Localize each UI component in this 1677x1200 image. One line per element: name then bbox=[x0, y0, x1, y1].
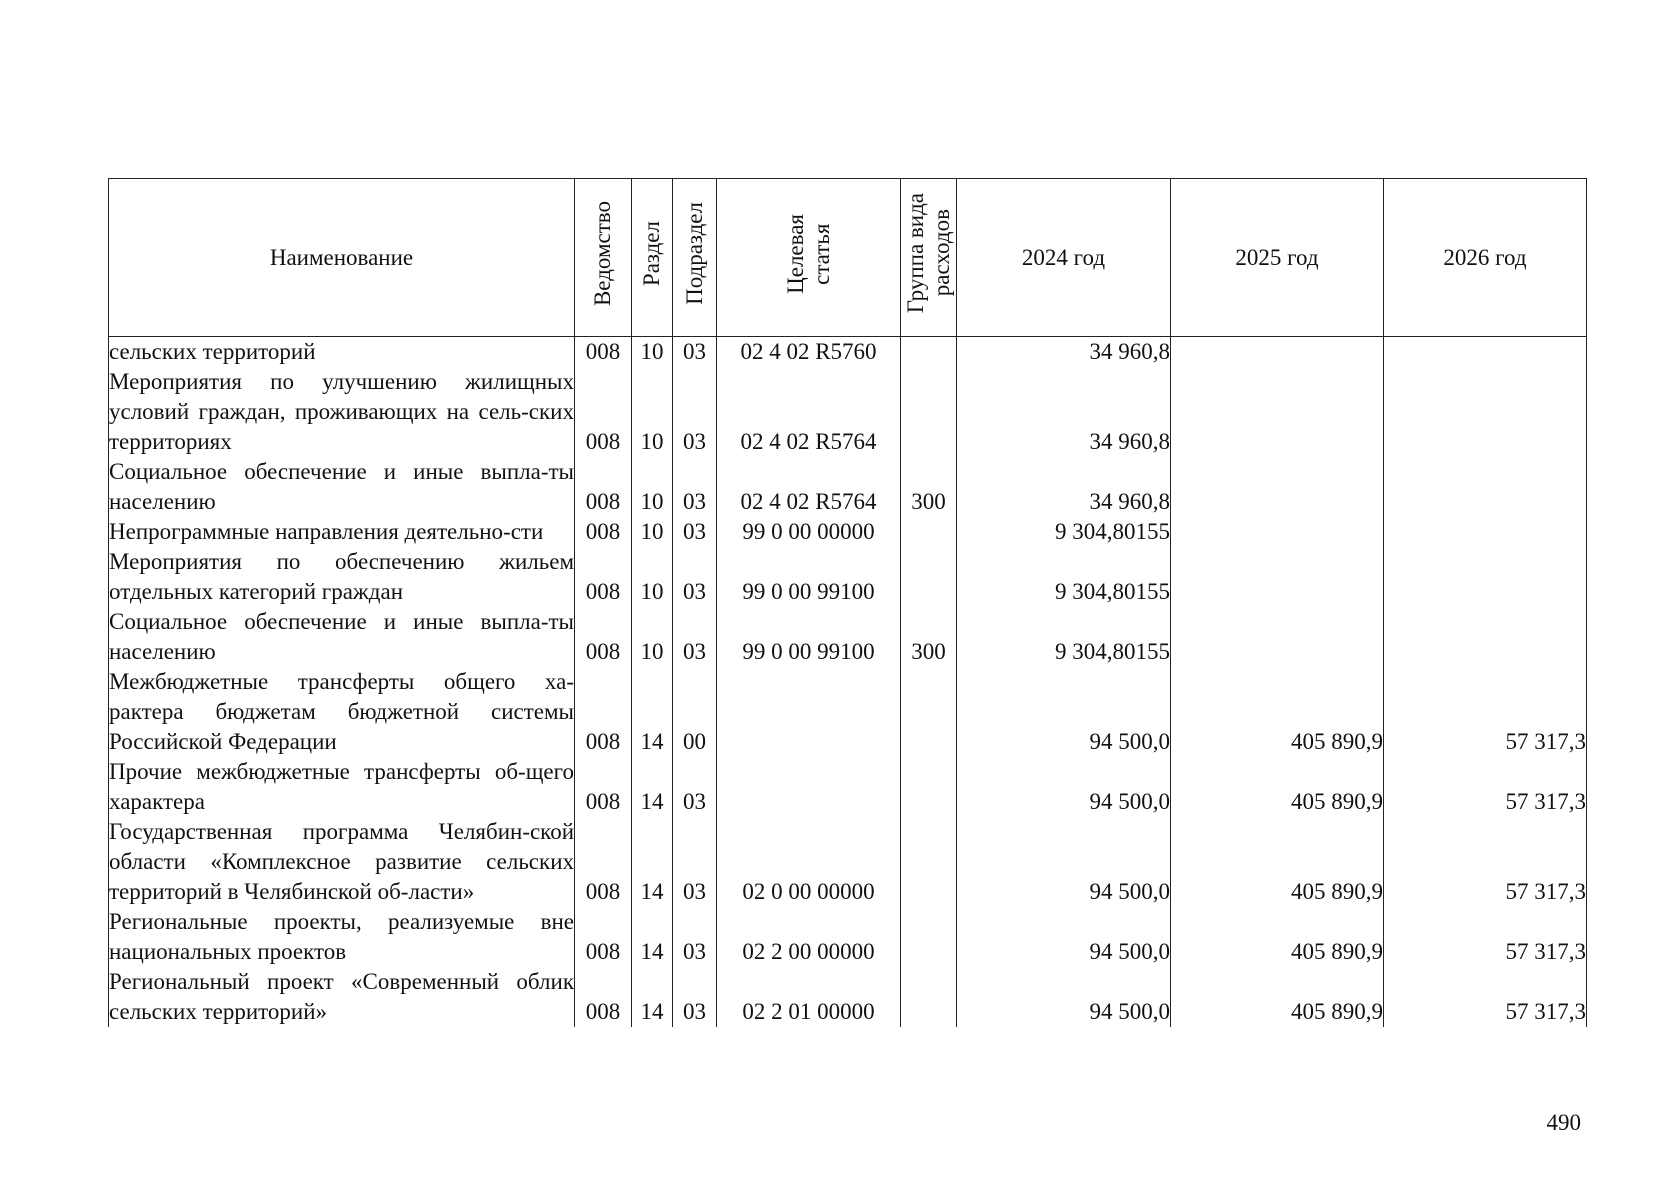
row-razdel: 10 bbox=[632, 607, 673, 667]
row-2024: 9 304,80155 bbox=[957, 517, 1171, 547]
row-2026 bbox=[1384, 457, 1587, 517]
header-2026: 2026 год bbox=[1384, 179, 1587, 337]
header-2024: 2024 год bbox=[957, 179, 1171, 337]
row-2025 bbox=[1171, 517, 1384, 547]
row-2025 bbox=[1171, 547, 1384, 607]
row-target bbox=[717, 757, 901, 817]
row-2025: 405 890,9 bbox=[1171, 817, 1384, 907]
row-name: Непрограммные направления деятельно-сти bbox=[109, 517, 575, 547]
row-2024: 34 960,8 bbox=[957, 337, 1171, 368]
page-number: 490 bbox=[1546, 1110, 1581, 1135]
row-podrazdel: 03 bbox=[673, 817, 717, 907]
header-row bbox=[109, 179, 1587, 337]
row-2026: 57 317,3 bbox=[1384, 907, 1587, 967]
row-group: 300 bbox=[901, 457, 957, 517]
row-target: 02 2 00 00000 bbox=[717, 907, 901, 967]
row-group bbox=[901, 817, 957, 907]
row-target bbox=[717, 667, 901, 757]
row-podrazdel: 03 bbox=[673, 337, 717, 368]
row-vedomstvo: 008 bbox=[575, 517, 632, 547]
row-2024: 9 304,80155 bbox=[957, 607, 1171, 667]
row-name: Мероприятия по улучшению жилищных условий граждан, проживающих на сель-ских территориях bbox=[109, 367, 575, 457]
row-name: Государственная программа Челябин-ской области «Комплексное развитие сельских территорий в Челябинской об-ласти» bbox=[109, 817, 575, 907]
row-2026: 57 317,3 bbox=[1384, 757, 1587, 817]
row-target: 99 0 00 99100 bbox=[717, 607, 901, 667]
row-name: Региональные проекты, реализуемые вне национальных проектов bbox=[109, 907, 575, 967]
row-2026: 57 317,3 bbox=[1384, 667, 1587, 757]
row-2025: 405 890,9 bbox=[1171, 757, 1384, 817]
row-podrazdel: 03 bbox=[673, 907, 717, 967]
row-2025 bbox=[1171, 367, 1384, 457]
row-name: Социальное обеспечение и иные выпла-ты населению bbox=[109, 457, 575, 517]
row-vedomstvo: 008 bbox=[575, 607, 632, 667]
table-row bbox=[109, 367, 1587, 457]
row-group bbox=[901, 907, 957, 967]
row-vedomstvo: 008 bbox=[575, 907, 632, 967]
row-target: 02 0 00 00000 bbox=[717, 817, 901, 907]
row-razdel: 10 bbox=[632, 337, 673, 368]
row-group bbox=[901, 367, 957, 457]
table-row bbox=[109, 517, 1587, 547]
header-2025: 2025 год bbox=[1171, 179, 1384, 337]
row-name: Мероприятия по обеспечению жильем отдельных категорий граждан bbox=[109, 547, 575, 607]
row-razdel: 14 bbox=[632, 757, 673, 817]
row-group bbox=[901, 967, 957, 1027]
row-razdel: 14 bbox=[632, 817, 673, 907]
row-2026 bbox=[1384, 367, 1587, 457]
row-vedomstvo: 008 bbox=[575, 817, 632, 907]
table-row bbox=[109, 817, 1587, 907]
table-row bbox=[109, 907, 1587, 967]
row-2024: 9 304,80155 bbox=[957, 547, 1171, 607]
header-podrazdel: Подраздел bbox=[673, 179, 717, 337]
row-2024: 94 500,0 bbox=[957, 817, 1171, 907]
row-razdel: 14 bbox=[632, 967, 673, 1027]
row-razdel: 14 bbox=[632, 907, 673, 967]
row-vedomstvo: 008 bbox=[575, 457, 632, 517]
row-group: 300 bbox=[901, 607, 957, 667]
row-vedomstvo: 008 bbox=[575, 667, 632, 757]
row-target: 02 4 02 R5760 bbox=[717, 337, 901, 368]
header-target: Целевая статья bbox=[717, 179, 901, 337]
row-target: 02 4 02 R5764 bbox=[717, 367, 901, 457]
table-row bbox=[109, 757, 1587, 817]
row-2025: 405 890,9 bbox=[1171, 667, 1384, 757]
row-group bbox=[901, 547, 957, 607]
row-target: 02 4 02 R5764 bbox=[717, 457, 901, 517]
row-2026 bbox=[1384, 607, 1587, 667]
row-razdel: 10 bbox=[632, 457, 673, 517]
table-row bbox=[109, 967, 1587, 1027]
row-2026 bbox=[1384, 547, 1587, 607]
header-vedomstvo: Ведомство bbox=[575, 179, 632, 337]
row-vedomstvo: 008 bbox=[575, 547, 632, 607]
table-row bbox=[109, 337, 1587, 368]
row-target: 99 0 00 99100 bbox=[717, 547, 901, 607]
row-target: 02 2 01 00000 bbox=[717, 967, 901, 1027]
row-razdel: 14 bbox=[632, 667, 673, 757]
header-group: Группа вида расходов bbox=[901, 179, 957, 337]
row-2024: 34 960,8 bbox=[957, 367, 1171, 457]
row-name: Региональный проект «Современный облик сельских территорий» bbox=[109, 967, 575, 1027]
row-2025 bbox=[1171, 607, 1384, 667]
row-razdel: 10 bbox=[632, 517, 673, 547]
row-podrazdel: 03 bbox=[673, 367, 717, 457]
row-vedomstvo: 008 bbox=[575, 337, 632, 368]
row-2025: 405 890,9 bbox=[1171, 967, 1384, 1027]
budget-table bbox=[108, 178, 1587, 1027]
row-group bbox=[901, 337, 957, 368]
row-2026: 57 317,3 bbox=[1384, 817, 1587, 907]
row-name: Прочие межбюджетные трансферты об-щего характера bbox=[109, 757, 575, 817]
table-row bbox=[109, 667, 1587, 757]
row-target: 99 0 00 00000 bbox=[717, 517, 901, 547]
row-podrazdel: 03 bbox=[673, 967, 717, 1027]
row-2024: 94 500,0 bbox=[957, 757, 1171, 817]
row-vedomstvo: 008 bbox=[575, 967, 632, 1027]
row-name: Межбюджетные трансферты общего ха-рактера бюджетам бюджетной системы Российской Федерации bbox=[109, 667, 575, 757]
table-row bbox=[109, 607, 1587, 667]
row-2024: 34 960,8 bbox=[957, 457, 1171, 517]
row-name: сельских территорий bbox=[109, 337, 575, 368]
header-name: Наименование bbox=[109, 179, 575, 337]
row-2024: 94 500,0 bbox=[957, 667, 1171, 757]
row-podrazdel: 03 bbox=[673, 517, 717, 547]
row-podrazdel: 03 bbox=[673, 547, 717, 607]
row-podrazdel: 00 bbox=[673, 667, 717, 757]
row-name: Социальное обеспечение и иные выпла-ты населению bbox=[109, 607, 575, 667]
row-podrazdel: 03 bbox=[673, 457, 717, 517]
row-2024: 94 500,0 bbox=[957, 907, 1171, 967]
row-podrazdel: 03 bbox=[673, 757, 717, 817]
row-group bbox=[901, 667, 957, 757]
row-2024: 94 500,0 bbox=[957, 967, 1171, 1027]
row-razdel: 10 bbox=[632, 547, 673, 607]
row-2025 bbox=[1171, 337, 1384, 368]
row-podrazdel: 03 bbox=[673, 607, 717, 667]
row-2025: 405 890,9 bbox=[1171, 907, 1384, 967]
row-group bbox=[901, 517, 957, 547]
row-vedomstvo: 008 bbox=[575, 757, 632, 817]
row-vedomstvo: 008 bbox=[575, 367, 632, 457]
header-razdel: Раздел bbox=[632, 179, 673, 337]
row-2025 bbox=[1171, 457, 1384, 517]
row-2026: 57 317,3 bbox=[1384, 967, 1587, 1027]
row-2026 bbox=[1384, 337, 1587, 368]
row-razdel: 10 bbox=[632, 367, 673, 457]
table-row bbox=[109, 457, 1587, 517]
table-row bbox=[109, 547, 1587, 607]
row-group bbox=[901, 757, 957, 817]
row-2026 bbox=[1384, 517, 1587, 547]
